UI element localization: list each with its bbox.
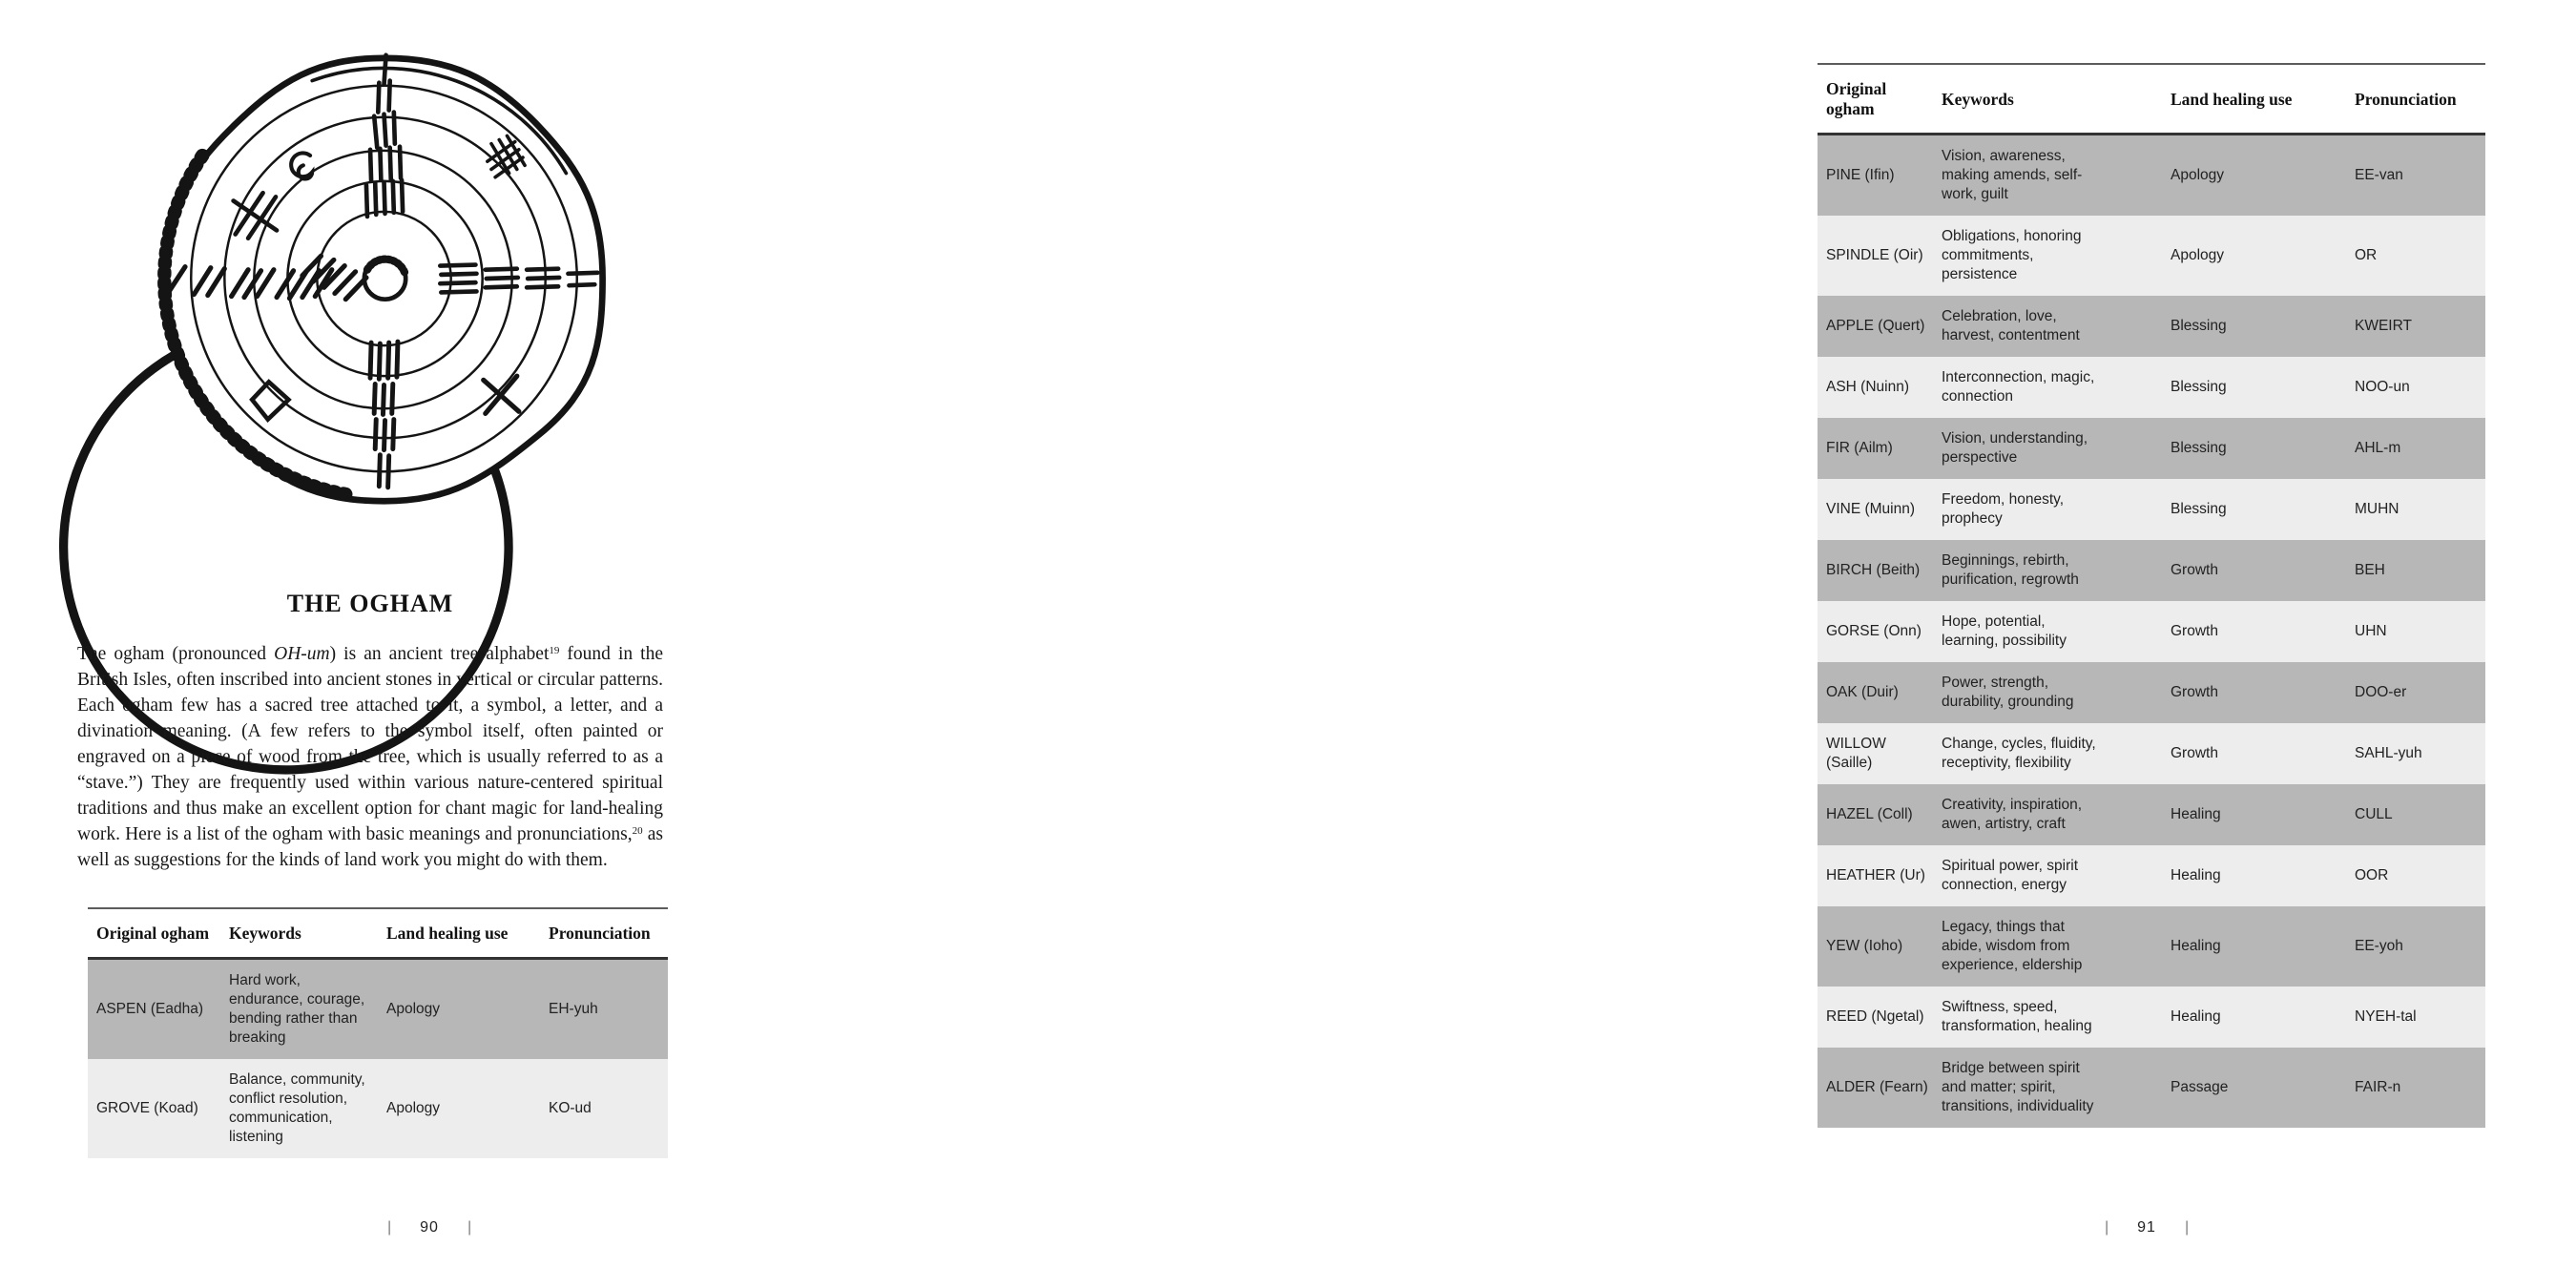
cell-keywords: Legacy, things that abide, wisdom from experience, eldership — [1942, 906, 2171, 987]
cell-original-ogham: OAK (Duir) — [1818, 662, 1942, 723]
page-number: 90 — [420, 1219, 439, 1236]
cell-keywords: Beginnings, rebirth, purification, regrowth — [1942, 540, 2171, 601]
table-row — [88, 1059, 668, 1158]
cell-pronunciation: OR — [2355, 216, 2485, 296]
section-heading: THE OGHAM — [286, 590, 454, 617]
table-row — [1818, 1048, 2485, 1128]
col-header-original-ogham: Original ogham — [88, 908, 229, 959]
cell-land-healing-use: Apology — [386, 959, 549, 1060]
footnote-ref-19: 19 — [549, 645, 560, 656]
cell-land-healing-use: Growth — [2171, 662, 2355, 723]
table-row — [1818, 662, 2485, 723]
table-row — [1818, 418, 2485, 479]
page-number-bar: | — [2105, 1219, 2109, 1236]
cell-keywords: Hard work, endurance, courage, bending rather than breaking — [229, 959, 386, 1060]
paragraph-text: found in the British Isles, often inscribed into ancient stones in vertical or circular patterns. Each ogham few has a sacred tree attached to it, a symbol, a letter, and a divination meaning. (A few refers to the symbol itself, often painted or engraved on a piece of wood from the tree, which is usually referred to as a “stave.”) They are frequently used within various nature-centered spiritual traditions and thus make an excellent option for chant magic for land-healing work. Here is a list of the ogham with basic meanings and pronunciations, — [77, 644, 664, 844]
cell-pronunciation: NOO-un — [2355, 357, 2485, 418]
table-row — [1818, 601, 2485, 662]
cell-original-ogham: ASPEN (Eadha) — [88, 959, 229, 1060]
cell-keywords: Hope, potential, learning, possibility — [1942, 601, 2171, 662]
cell-pronunciation: CULL — [2355, 784, 2485, 845]
italic-term: OH-um — [274, 644, 330, 664]
ogham-wheel-illustration — [153, 46, 615, 511]
cell-keywords: Bridge between spirit and matter; spirit, transitions, individuality — [1942, 1048, 2171, 1128]
cell-land-healing-use: Growth — [2171, 723, 2355, 784]
cell-keywords: Vision, awareness, making amends, self-work, guilt — [1942, 135, 2171, 217]
cell-land-healing-use: Healing — [2171, 987, 2355, 1048]
cell-original-ogham: FIR (Ailm) — [1818, 418, 1942, 479]
cell-pronunciation: AHL-m — [2355, 418, 2485, 479]
cell-keywords: Spiritual power, spirit connection, energy — [1942, 845, 2171, 906]
cell-land-healing-use: Blessing — [2171, 357, 2355, 418]
cell-original-ogham: HEATHER (Ur) — [1818, 845, 1942, 906]
cell-original-ogham: GROVE (Koad) — [88, 1059, 229, 1158]
table-row — [1818, 296, 2485, 357]
ogham-table-left — [88, 907, 668, 1158]
col-header-land-healing-use: Land healing use — [2171, 64, 2355, 135]
table-row — [1818, 906, 2485, 987]
cell-land-healing-use: Healing — [2171, 784, 2355, 845]
cell-land-healing-use: Healing — [2171, 845, 2355, 906]
paragraph-text: The ogham (pronounced — [77, 644, 275, 664]
cell-keywords: Celebration, love, harvest, contentment — [1942, 296, 2171, 357]
table-row — [1818, 357, 2485, 418]
cell-pronunciation: KO-ud — [549, 1059, 668, 1158]
cell-pronunciation: KWEIRT — [2355, 296, 2485, 357]
cell-land-healing-use: Blessing — [2171, 479, 2355, 540]
spiral-symbol — [291, 153, 312, 178]
cell-land-healing-use: Apology — [2171, 216, 2355, 296]
table-row — [1818, 479, 2485, 540]
cell-keywords: Freedom, honesty, prophecy — [1942, 479, 2171, 540]
table-row — [1818, 987, 2485, 1048]
table-row — [1818, 135, 2485, 217]
footnote-ref-20: 20 — [632, 825, 643, 837]
cell-keywords: Balance, community, conflict resolution, communication, listening — [229, 1059, 386, 1158]
page-number-bar: | — [387, 1219, 391, 1236]
table-row — [1818, 540, 2485, 601]
cell-original-ogham: VINE (Muinn) — [1818, 479, 1942, 540]
page-number-bar: | — [2185, 1219, 2189, 1236]
cell-pronunciation: NYEH-tal — [2355, 987, 2485, 1048]
page-number: 91 — [2137, 1219, 2156, 1236]
col-header-keywords: Keywords — [1942, 64, 2171, 135]
ogham-table-right — [1818, 63, 2485, 1128]
cell-land-healing-use: Passage — [2171, 1048, 2355, 1128]
cell-original-ogham: REED (Ngetal) — [1818, 987, 1942, 1048]
cell-original-ogham: YEW (Ioho) — [1818, 906, 1942, 987]
ogham-wheel-drawing — [153, 46, 615, 511]
body-paragraph — [77, 641, 663, 873]
page-number-left — [0, 1219, 859, 1236]
x-symbol — [484, 376, 519, 413]
cell-original-ogham: APPLE (Quert) — [1818, 296, 1942, 357]
col-header-pronunciation: Pronunciation — [2355, 64, 2485, 135]
col-header-keywords: Keywords — [229, 908, 386, 959]
page-left — [0, 0, 859, 1288]
cell-original-ogham: WILLOW (Saille) — [1818, 723, 1942, 784]
cell-pronunciation: EH-yuh — [549, 959, 668, 1060]
table-header-row — [88, 908, 668, 959]
cell-keywords: Vision, understanding, perspective — [1942, 418, 2171, 479]
cell-keywords: Swiftness, speed, transformation, healing — [1942, 987, 2171, 1048]
cell-pronunciation: SAHL-yuh — [2355, 723, 2485, 784]
col-header-land-healing-use: Land healing use — [386, 908, 549, 959]
cell-keywords: Interconnection, magic, connection — [1942, 357, 2171, 418]
cell-pronunciation: BEH — [2355, 540, 2485, 601]
cell-keywords: Obligations, honoring commitments, persistence — [1942, 216, 2171, 296]
page-right — [859, 0, 2457, 1288]
page-number-bar: | — [467, 1219, 471, 1236]
cell-pronunciation: MUHN — [2355, 479, 2485, 540]
cell-original-ogham: PINE (Ifin) — [1818, 135, 1942, 217]
cell-keywords: Creativity, inspiration, awen, artistry, craft — [1942, 784, 2171, 845]
cell-original-ogham: GORSE (Onn) — [1818, 601, 1942, 662]
cell-original-ogham: ASH (Nuinn) — [1818, 357, 1942, 418]
cell-pronunciation: DOO-er — [2355, 662, 2485, 723]
cell-land-healing-use: Apology — [386, 1059, 549, 1158]
table-row — [1818, 784, 2485, 845]
table-row — [1818, 723, 2485, 784]
paragraph-text: as well as suggestions for the kinds of land work you might do with them. — [77, 824, 663, 870]
cell-land-healing-use: Apology — [2171, 135, 2355, 217]
page-number-right — [1717, 1219, 2576, 1236]
cell-original-ogham: HAZEL (Coll) — [1818, 784, 1942, 845]
table-row — [88, 959, 668, 1060]
cell-land-healing-use: Growth — [2171, 601, 2355, 662]
paragraph-text: ) is an ancient tree alphabet — [329, 644, 550, 664]
cell-pronunciation: UHN — [2355, 601, 2485, 662]
cell-land-healing-use: Blessing — [2171, 418, 2355, 479]
table-row — [1818, 216, 2485, 296]
cell-pronunciation: EE-yoh — [2355, 906, 2485, 987]
cell-pronunciation: FAIR-n — [2355, 1048, 2485, 1128]
cell-land-healing-use: Healing — [2171, 906, 2355, 987]
cell-land-healing-use: Blessing — [2171, 296, 2355, 357]
table-row — [1818, 845, 2485, 906]
cell-keywords: Power, strength, durability, grounding — [1942, 662, 2171, 723]
cell-land-healing-use: Growth — [2171, 540, 2355, 601]
cell-pronunciation: OOR — [2355, 845, 2485, 906]
cell-keywords: Change, cycles, fluidity, receptivity, flexibility — [1942, 723, 2171, 784]
cell-original-ogham: BIRCH (Beith) — [1818, 540, 1942, 601]
col-header-pronunciation: Pronunciation — [549, 908, 668, 959]
col-header-original-ogham: Original ogham — [1818, 64, 1942, 135]
table-header-row — [1818, 64, 2485, 135]
cell-original-ogham: ALDER (Fearn) — [1818, 1048, 1942, 1128]
cell-original-ogham: SPINDLE (Oir) — [1818, 216, 1942, 296]
cell-pronunciation: EE-van — [2355, 135, 2485, 217]
